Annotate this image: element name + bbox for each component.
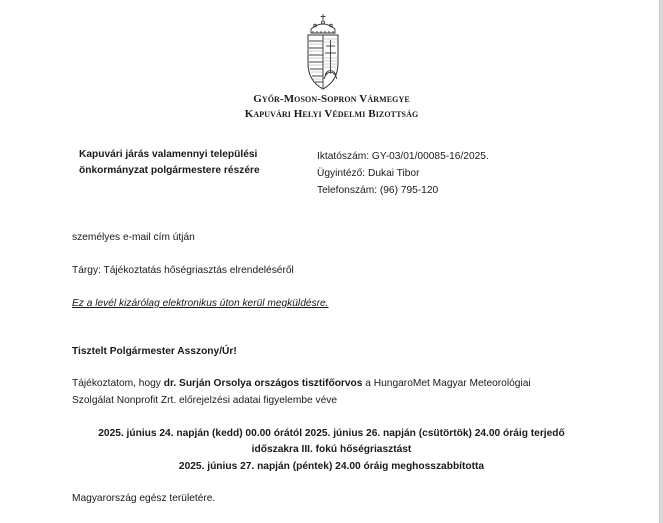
addressee-block xyxy=(79,147,260,179)
subject-line: Tárgy: Tájékoztatás hőségriasztás elrendeléséről xyxy=(72,265,294,276)
body-paragraph-line2: Szolgálat Nonprofit Zrt. előrejelzési adatai figyelembe véve xyxy=(72,395,338,406)
reference-block xyxy=(317,148,489,199)
scope-line: Magyarország egész területére. xyxy=(72,493,216,504)
delivery-method: személyes e-mail cím útján xyxy=(72,232,195,243)
authority-name: Győr-Moson-Sopron Vármegye xyxy=(253,93,410,105)
phone-number: Telefonszám: (96) 795-120 xyxy=(317,185,439,196)
reference-number: Iktatószám: GY-03/01/00085-16/2025. xyxy=(317,151,489,162)
salutation: Tisztelt Polgármester Asszony/Úr! xyxy=(72,346,237,357)
alert-level-line: időszakra III. fokú hőségriasztást xyxy=(251,444,412,455)
case-officer: Ügyintéző: Dukai Tibor xyxy=(317,168,420,179)
committee-name: Kapuvári Helyi Védelmi Bizottság xyxy=(244,108,419,120)
addressee-line: Kapuvári járás valamennyi települési xyxy=(79,149,258,160)
body-paragraph xyxy=(72,376,531,392)
addressee-line: önkormányzat polgármestere részére xyxy=(79,165,260,176)
alert-extension-line: 2025. június 27. napján (péntek) 24.00 óráig meghosszabbította xyxy=(178,461,485,472)
body-text: Tájékoztatom, hogy xyxy=(72,378,164,389)
coat-of-arms-icon xyxy=(303,13,343,91)
alert-period-line: 2025. június 24. napján (kedd) 00.00 órától 2025. június 26. napján (csütörtök) 24.00 óráig terjedő xyxy=(98,428,565,439)
body-text: a HungaroMet Magyar Meteorológiai xyxy=(362,378,531,389)
electronic-delivery-note: Ez a levél kizárólag elektronikus úton kerül megküldésre. xyxy=(72,298,329,309)
chief-medical-officer-name: dr. Surján Orsolya országos tisztifőorvos xyxy=(163,378,363,389)
